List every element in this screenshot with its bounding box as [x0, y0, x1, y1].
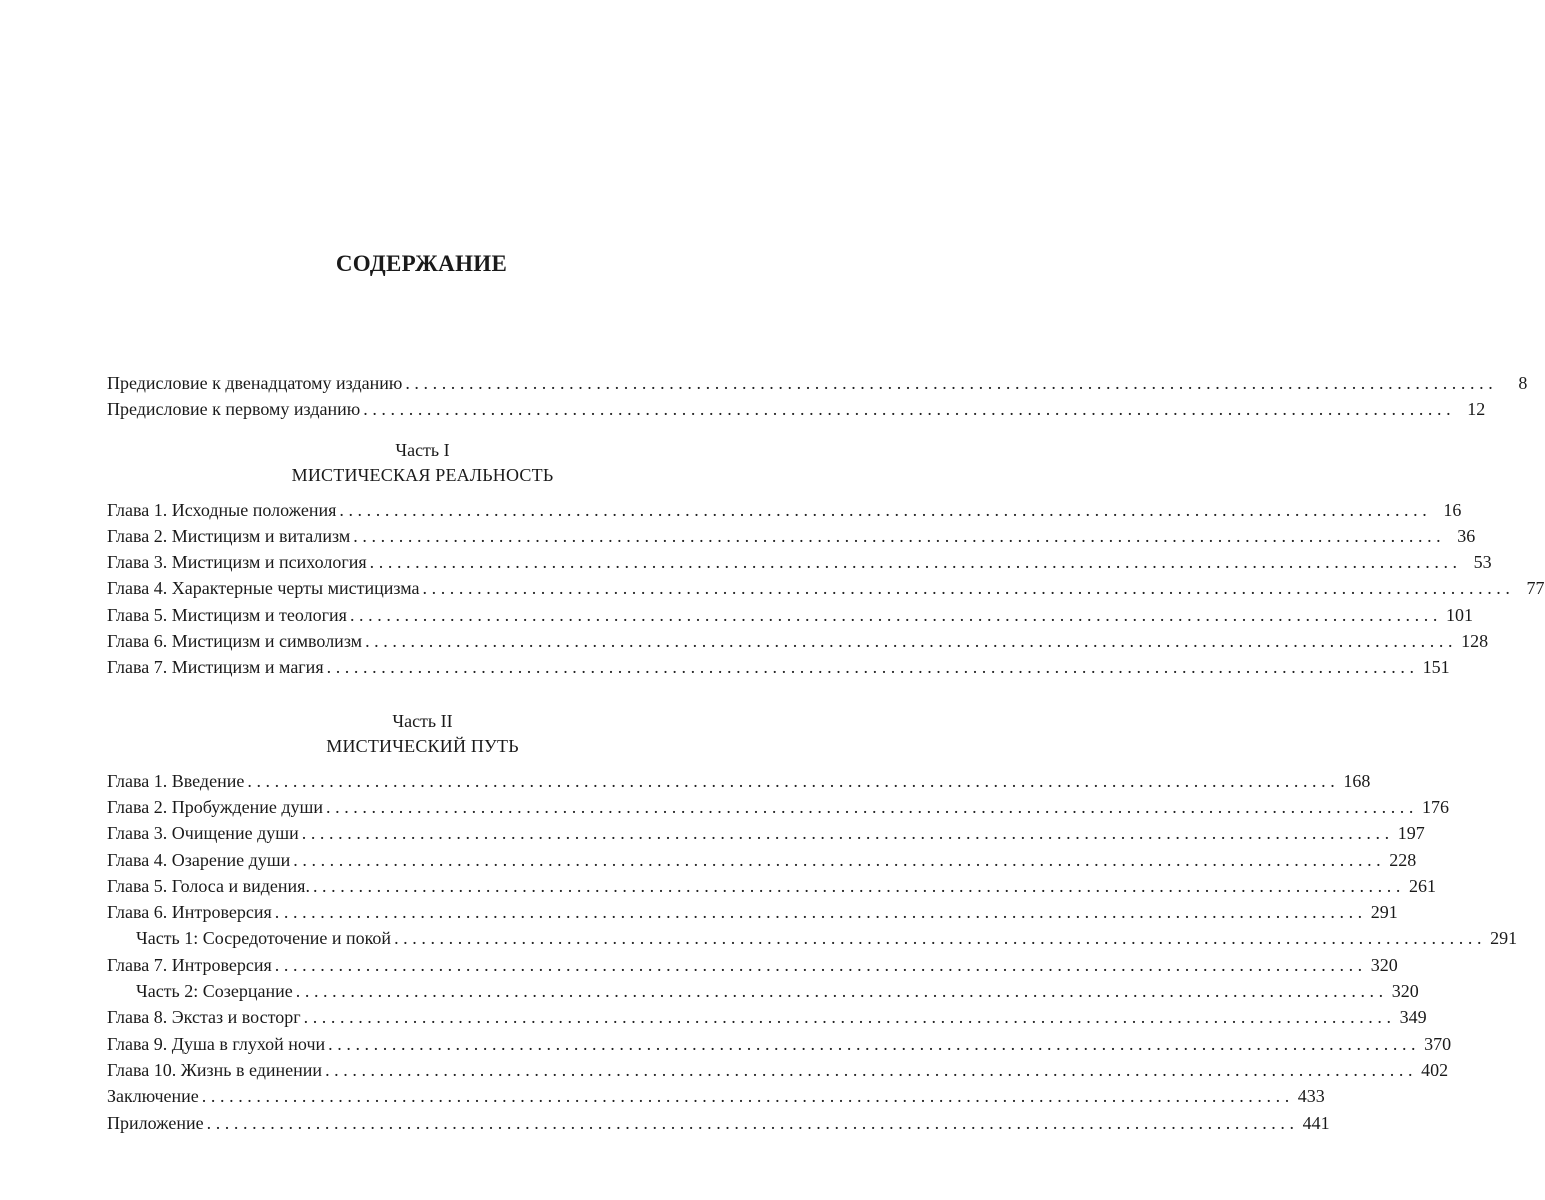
toc-entry[interactable] [107, 575, 1545, 601]
dot-leader: ........................................................................................................................ [303, 1007, 1396, 1028]
toc-entry[interactable] [107, 497, 1462, 523]
toc-entry-page: 320 [1370, 954, 1398, 975]
toc-entry-label: Глава 7. Мистицизм и магия [107, 657, 324, 678]
dot-leader: ........................................................................................................................ [339, 499, 1432, 520]
toc-entry-page: 101 [1445, 604, 1473, 625]
toc-entry[interactable] [107, 396, 1486, 422]
toc-entry[interactable] [107, 370, 1528, 396]
toc-entry-page: 53 [1473, 552, 1492, 573]
toc-entry-page: 370 [1424, 1033, 1452, 1054]
toc-entry-page: 291 [1490, 928, 1518, 949]
toc-entry-page: 261 [1408, 875, 1436, 896]
toc-entry-label: Глава 5. Голоса и видения. [107, 875, 310, 896]
toc-entry-label: Глава 7. Интроверсия [107, 954, 272, 975]
toc-entry-label: Глава 1. Исходные положения [107, 499, 337, 520]
dot-leader: ........................................................................................................................ [326, 657, 1419, 678]
toc-entry-label: Часть 1: Сосредоточение и покой [136, 928, 392, 949]
toc-entry-page: 12 [1467, 399, 1486, 420]
dot-leader: ........................................................................................................................ [201, 1086, 1294, 1107]
toc-entry-label: Глава 9. Душа в глухой ночи [107, 1033, 326, 1054]
toc-entry[interactable] [107, 1031, 1452, 1057]
toc-entry-page: 197 [1397, 823, 1425, 844]
part-name: МИСТИЧЕСКИЙ ПУТЬ [326, 735, 519, 756]
toc-entry-page: 77 [1526, 578, 1545, 599]
toc-entry-label: Глава 3. Очищение души [107, 823, 299, 844]
toc-entry[interactable] [107, 847, 1417, 873]
toc-entry-page: 36 [1457, 525, 1476, 546]
toc-entry-page: 320 [1391, 981, 1419, 1002]
toc-entry-label: Глава 6. Мистицизм и символизм [107, 631, 363, 652]
toc-entry-page: 168 [1343, 770, 1371, 791]
dot-leader: ........................................................................................................................ [274, 902, 1367, 923]
table-of-contents [107, 370, 1545, 1136]
toc-entry[interactable] [107, 1004, 1427, 1030]
dot-leader: ........................................................................................................................ [422, 578, 1515, 599]
toc-entry[interactable] [107, 768, 1371, 794]
toc-entry-page: 441 [1302, 1112, 1330, 1133]
dot-leader: ........................................................................................................................ [312, 875, 1405, 896]
dot-leader: ........................................................................................................................ [206, 1112, 1299, 1133]
part-name: МИСТИЧЕСКАЯ РЕАЛЬНОСТЬ [291, 464, 554, 485]
part-number: Часть II [392, 710, 453, 731]
toc-subentry[interactable] [107, 925, 1518, 951]
dot-leader: ........................................................................................................................ [369, 552, 1462, 573]
toc-entry[interactable] [107, 794, 1449, 820]
toc-entry-label: Заключение [107, 1086, 199, 1107]
toc-entry[interactable] [107, 602, 1473, 628]
toc-entry-page: 128 [1461, 631, 1489, 652]
dot-leader: ........................................................................................................................ [394, 928, 1487, 949]
toc-entry[interactable] [107, 1110, 1330, 1136]
toc-entry-label: Глава 5. Мистицизм и теология [107, 604, 347, 625]
dot-leader: ........................................................................................................................ [363, 399, 1456, 420]
toc-entry-page: 176 [1422, 796, 1449, 817]
toc-entry[interactable] [107, 952, 1398, 978]
toc-entry-page: 349 [1399, 1007, 1427, 1028]
toc-entry[interactable] [107, 1057, 1449, 1083]
toc-entry-page: 151 [1422, 657, 1450, 678]
part-heading [107, 438, 738, 488]
dot-leader: ........................................................................................................................ [247, 770, 1340, 791]
toc-entry-label: Глава 10. Жизнь в единении [107, 1059, 323, 1080]
toc-entry-label: Глава 2. Пробуждение души [107, 796, 323, 817]
toc-entry-label: Глава 3. Мистицизм и психология [107, 552, 367, 573]
toc-entry-label: Приложение [107, 1112, 204, 1133]
dot-leader: ........................................................................................................................ [293, 849, 1386, 870]
toc-entry[interactable] [107, 628, 1489, 654]
toc-entry-page: 16 [1443, 499, 1462, 520]
toc-entry-page: 291 [1370, 902, 1398, 923]
dot-leader: ........................................................................................................................ [326, 796, 1418, 817]
dot-leader: ........................................................................................................................ [353, 525, 1446, 546]
toc-entry[interactable] [107, 873, 1436, 899]
toc-entry-label: Предисловие к первому изданию [107, 399, 361, 420]
dot-leader: ........................................................................................................................ [325, 1059, 1418, 1080]
toc-entry-page: 8 [1518, 373, 1528, 393]
toc-entry-label: Глава 2. Мистицизм и витализм [107, 525, 351, 546]
dot-leader: ........................................................................................................................ [349, 604, 1442, 625]
dot-leader: ........................................................................................................................ [274, 954, 1367, 975]
toc-entry-label: Глава 6. Интроверсия [107, 902, 272, 923]
dot-leader: ........................................................................................................................ [295, 981, 1388, 1002]
toc-entry-label: Глава 4. Озарение души [107, 849, 291, 870]
part-number: Часть I [395, 439, 450, 460]
toc-entry[interactable] [107, 899, 1398, 925]
toc-entry-label: Глава 4. Характерные черты мистицизма [107, 578, 420, 599]
page-title: СОДЕРЖАНИЕ [335, 251, 508, 276]
toc-entry-page: 402 [1421, 1059, 1449, 1080]
dot-leader: ........................................................................................................................ [328, 1033, 1421, 1054]
part-heading [107, 709, 738, 759]
toc-entry[interactable] [107, 549, 1492, 575]
dot-leader: ........................................................................................................................ [301, 823, 1394, 844]
toc-entry[interactable] [107, 654, 1450, 680]
toc-entry[interactable] [107, 1083, 1325, 1109]
toc-entry-label: Часть 2: Созерцание [136, 981, 293, 1002]
toc-entry-page: 433 [1297, 1086, 1325, 1107]
toc-entry-label: Глава 1. Введение [107, 770, 245, 791]
dot-leader: ........................................................................................................................ [405, 373, 1498, 393]
toc-entry-label: Предисловие к двенадцатому изданию [107, 373, 403, 393]
toc-subentry[interactable] [107, 978, 1419, 1004]
toc-entry[interactable] [107, 523, 1476, 549]
dot-leader: ........................................................................................................................ [365, 631, 1458, 652]
toc-entry[interactable] [107, 820, 1425, 846]
toc-entry-label: Глава 8. Экстаз и восторг [107, 1007, 301, 1028]
toc-entry-page: 228 [1389, 849, 1417, 870]
